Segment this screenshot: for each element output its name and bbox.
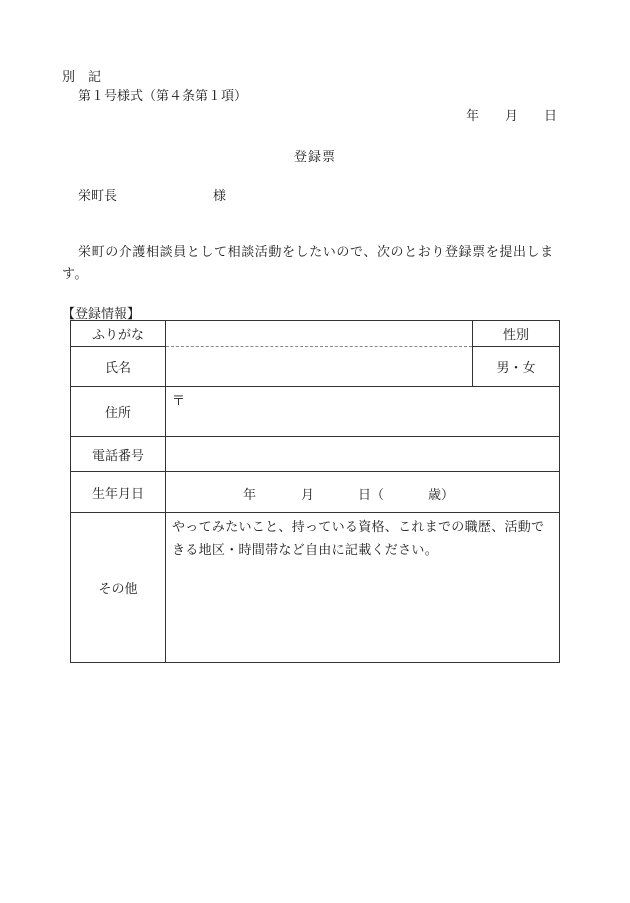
body-paragraph: 栄町の介護相談員として相談活動をしたいので、次のとおり登録票を提出します。 xyxy=(62,245,554,282)
birth-age-unit: 歳） xyxy=(428,488,455,503)
birth-year-unit: 年 xyxy=(243,488,257,503)
address-label: 住所 xyxy=(71,387,166,437)
birthdate-row xyxy=(71,472,560,513)
phone-label: 電話番号 xyxy=(71,437,166,472)
furigana-row xyxy=(71,321,560,347)
document-title: 登録票 xyxy=(293,150,336,165)
address-row xyxy=(71,387,560,437)
other-row xyxy=(71,513,560,663)
addressee-name: 栄町長 xyxy=(78,189,118,204)
name-field[interactable] xyxy=(166,347,473,387)
name-label: 氏名 xyxy=(71,347,166,387)
addressee-line xyxy=(78,185,226,204)
registration-table xyxy=(70,320,560,663)
addressee-suffix: 様 xyxy=(213,189,227,204)
date-line: 年 月 日 xyxy=(466,109,558,124)
furigana-label: ふりがな xyxy=(71,321,166,347)
birthdate-label: 生年月日 xyxy=(71,472,166,513)
section-heading: 【登録情報】 xyxy=(62,307,141,322)
address-field[interactable] xyxy=(166,387,560,437)
other-label: その他 xyxy=(71,513,166,663)
birth-day-unit: 日（ xyxy=(358,488,385,503)
gender-label: 性別 xyxy=(473,321,560,347)
gender-choice[interactable]: 男・女 xyxy=(473,347,560,387)
appendix-label: 別 記 xyxy=(62,70,102,85)
phone-row xyxy=(71,437,560,472)
name-row xyxy=(71,347,560,387)
form-number: 第１号様式（第４条第１項） xyxy=(78,89,248,104)
postal-mark: 〒 xyxy=(172,394,186,409)
birth-month-unit: 月 xyxy=(301,488,315,503)
furigana-field[interactable] xyxy=(166,321,473,347)
phone-field[interactable] xyxy=(166,437,560,472)
other-field[interactable]: やってみたいこと、持っている資格、これまでの職歴、活動できる地区・時間帯など自由に記載ください。 xyxy=(166,513,560,663)
birthdate-field[interactable] xyxy=(166,472,560,513)
